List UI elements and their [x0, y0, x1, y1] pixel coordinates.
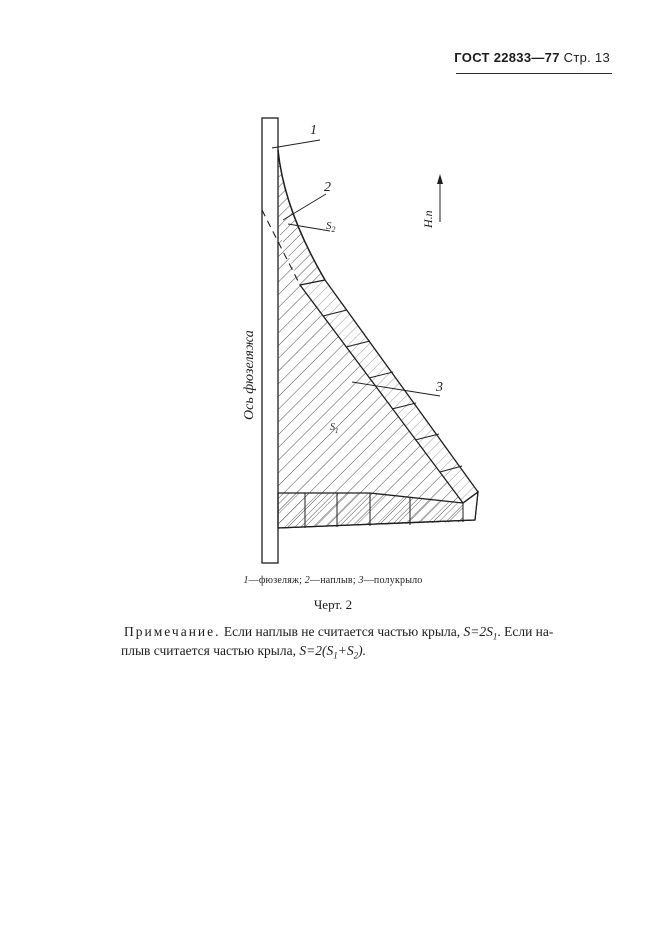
- figure-caption: 1—фюзеляж; 2—наплыв; 3—полукрыло: [243, 575, 423, 586]
- note-prefix: Примечание.: [124, 624, 221, 639]
- formula-2: $S=2(S_1+S_2)$.: [299, 643, 366, 661]
- callout-1-leader: [272, 140, 320, 148]
- s2-label: $S_2$: [326, 220, 336, 234]
- note-paragraph: Примечание. Если наплыв не считается частью крыла, $S=2S_1$. Если на- плыв считается частью крыла, $S=2(S_1+S_2)$.: [121, 624, 554, 661]
- s1-label: $S_1$: [330, 422, 339, 435]
- figure-number: Черт. 2: [313, 597, 353, 612]
- standard-number: ГОСТ 22833—77: [454, 50, 560, 65]
- formula-1: $S=2S_1$: [463, 624, 498, 642]
- page-number: Стр. 13: [563, 50, 610, 65]
- fuselage-strip: [262, 118, 278, 563]
- flight-direction-label: Н.п: [421, 210, 435, 228]
- callout-3: 3: [436, 380, 443, 395]
- callout-2: 2: [324, 180, 331, 195]
- fuselage-axis-label: Ось фюзеляжа: [242, 330, 257, 420]
- callout-1: 1: [310, 123, 317, 138]
